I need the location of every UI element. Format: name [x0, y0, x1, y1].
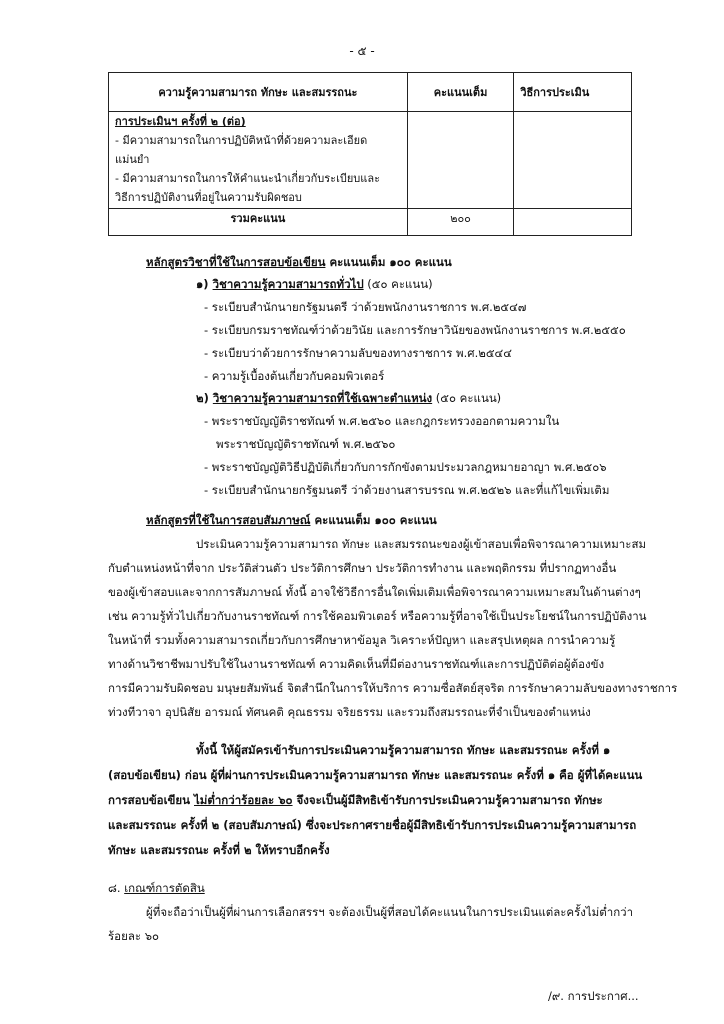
- table-row: [109, 112, 632, 209]
- notice-text: การสอบข้อเขียน: [108, 793, 194, 807]
- subject-number: ๑): [196, 277, 213, 291]
- table-total-row: [109, 209, 632, 236]
- list-item: - ระเบียบสำนักนายกรัฐมนตรี ว่าด้วยพนักงานราชการ พ.ศ.๒๕๔๗: [204, 300, 527, 314]
- subject-title: วิชาความรู้ความสามารถที่ใช้เฉพาะตำแหน่ง: [212, 391, 433, 405]
- written-heading-score: คะแนนเต็ม ๑๐๐ คะแนน: [325, 255, 452, 269]
- notice-line: ทั้งนี้ ให้ผู้สมัครเข้ารับการประเมินความรู้ความสามารถ ทักษะ และสมรรถนะ ครั้งที่ ๑: [196, 743, 611, 757]
- list-item: - พระราชบัญญัติวิธีปฏิบัติเกี่ยวกับการกักขังตามประมวลกฎหมายอาญา พ.ศ.๒๕๐๖: [204, 460, 607, 474]
- written-heading: [146, 254, 452, 272]
- subject-number: ๒): [196, 391, 213, 405]
- notice-line: [108, 792, 603, 810]
- paragraph-line: การมีความรับผิดชอบ มนุษยสัมพันธ์ จิตสำนึกในการให้บริการ ความซื่อสัตย์สุจริต การรักษาความลับของทางราชการ: [108, 681, 678, 695]
- table-item: วิธีการปฏิบัติงานที่อยู่ในความรับผิดชอบ: [115, 191, 302, 204]
- list-item: - ระเบียบกรมราชทัณฑ์ว่าด้วยวินัย และการรักษาวินัยของพนักงานราชการ พ.ศ.๒๕๕๐: [204, 323, 626, 337]
- written-subject-1: [196, 276, 433, 294]
- next-page-reference: /๙. การประกาศ...: [548, 989, 639, 1003]
- paragraph-line: ของผู้เข้าสอบและจากการสัมภาษณ์ ทั้งนี้ อาจใช้วิธีการอื่นใดเพิ่มเติมเพื่อพิจารณาความเหมาะสมในด้านต่างๆ: [108, 585, 641, 599]
- table-section-title: การประเมินฯ ครั้งที่ ๒ (ต่อ): [115, 115, 246, 128]
- table-item: - มีความสามารถในการให้คำแนะนำเกี่ยวกับระเบียบและ: [115, 172, 380, 185]
- table-header-fullscore: คะแนนเต็ม: [407, 73, 514, 112]
- table-header-skill: ความรู้ความสามารถ ทักษะ และสมรรถนะ: [109, 73, 408, 112]
- notice-line: ทักษะ และสมรรถนะ ครั้งที่ ๒ ให้ทราบอีกครั้ง: [108, 843, 330, 857]
- paragraph-line: ในหน้าที่ รวมทั้งความสามารถเกี่ยวกับการศึกษาหาข้อมูล วิเคราะห์ปัญหา และสรุปเหตุผล การนำความรู้: [108, 633, 616, 647]
- subject-title: วิชาความรู้ความสามารถทั่วไป: [212, 277, 364, 291]
- table-header-method: วิธีการประเมิน: [514, 73, 632, 112]
- interview-heading: [146, 512, 437, 530]
- paragraph-line: กับตำแหน่งหน้าที่จาก ประวัติส่วนตัว ประวัติการศึกษา ประวัติการทำงาน และพฤติกรรม ที่ปรากฏทางอื่น: [108, 561, 617, 575]
- written-subject-2: [196, 390, 501, 408]
- table-item: - มีความสามารถในการปฏิบัติหน้าที่ด้วยความละเอียดแม่นยำ: [115, 134, 368, 166]
- criteria-table: [108, 72, 632, 236]
- paragraph-line: ทางด้านวิชาชีพมาปรับใช้ในงานราชทัณฑ์ ความคิดเห็นที่มีต่องานราชทัณฑ์และการปฏิบัติต่อผู้ต้องขัง: [108, 657, 605, 671]
- table-total-label: รวมคะแนน: [109, 209, 408, 236]
- list-item: - ระเบียบสำนักนายกรัฐมนตรี ว่าด้วยงานสารบรรณ พ.ศ.๒๕๒๖ และที่แก้ไขเพิ่มเติม: [204, 483, 610, 497]
- criteria-line: ร้อยละ ๖๐: [108, 929, 160, 943]
- paragraph-line: ท่วงทีวาจา อุปนิสัย อารมณ์ ทัศนคติ คุณธรรม จริยธรรม และรวมถึงสมรรถนะที่จำเป็นของตำแหน่ง: [108, 705, 591, 719]
- criteria-title: เกณฑ์การตัดสิน: [124, 881, 205, 895]
- notice-text: จึงจะเป็นผู้มีสิทธิเข้ารับการประเมินความรู้ความสามารถ ทักษะ: [292, 793, 603, 807]
- paragraph-line: ประเมินความรู้ความสามารถ ทักษะ และสมรรถนะของผู้เข้าสอบเพื่อพิจารณาความเหมาะสม: [196, 537, 647, 551]
- list-item: - พระราชบัญญัติราชทัณฑ์ พ.ศ.๒๕๖๐ และกฎกระทรวงออกตามความใน: [204, 414, 560, 428]
- notice-threshold: ไม่ต่ำกว่าร้อยละ ๖๐: [194, 793, 293, 807]
- table-total-value: ๒๐๐: [407, 209, 514, 236]
- criteria-number: ๘.: [108, 881, 125, 895]
- table-method-cell: [514, 112, 632, 209]
- subject-score: (๕๐ คะแนน): [363, 277, 433, 291]
- subject-score: (๕๐ คะแนน): [432, 391, 502, 405]
- criteria-line: ผู้ที่จะถือว่าเป็นผู้ที่ผ่านการเลือกสรรฯ จะต้องเป็นผู้ที่สอบได้คะแนนในการประเมินแต่ละครั้งไม่ต่ำกว่า: [146, 905, 634, 919]
- notice-line: (สอบข้อเขียน) ก่อน ผู้ที่ผ่านการประเมินความรู้ความสามารถ ทักษะ และสมรรถนะ ครั้งที่ ๑ คือ ผู้ที่ได้คะแนน: [108, 768, 643, 782]
- table-total-method: [514, 209, 632, 236]
- criteria-heading: [108, 880, 205, 898]
- paragraph-line: เช่น ความรู้ทั่วไปเกี่ยวกับงานราชทัณฑ์ การใช้คอมพิวเตอร์ หรือความรู้ที่อาจใช้เป็นประโยชน์ในการปฏิบัติงาน: [108, 609, 647, 623]
- table-skill-cell: [109, 112, 408, 209]
- written-heading-title: หลักสูตรวิชาที่ใช้ในการสอบข้อเขียน: [146, 255, 326, 269]
- page-number: - ๕ -: [349, 44, 375, 58]
- table-header-row: [109, 73, 632, 112]
- interview-heading-title: หลักสูตรที่ใช้ในการสอบสัมภาษณ์: [146, 513, 311, 527]
- notice-line: และสมรรถนะ ครั้งที่ ๒ (สอบสัมภาษณ์) ซึ่งจะประกาศรายชื่อผู้มีสิทธิเข้ารับการประเมินความรู้ความสามารถ: [108, 818, 637, 832]
- list-item: - ความรู้เบื้องต้นเกี่ยวกับคอมพิวเตอร์: [204, 369, 385, 383]
- list-item: - ระเบียบว่าด้วยการรักษาความลับของทางราชการ พ.ศ.๒๕๔๔: [204, 346, 512, 360]
- list-item: พระราชบัญญัติราชทัณฑ์ พ.ศ.๒๕๖๐: [216, 437, 396, 451]
- interview-heading-score: คะแนนเต็ม ๑๐๐ คะแนน: [310, 513, 437, 527]
- table-score-cell: [407, 112, 514, 209]
